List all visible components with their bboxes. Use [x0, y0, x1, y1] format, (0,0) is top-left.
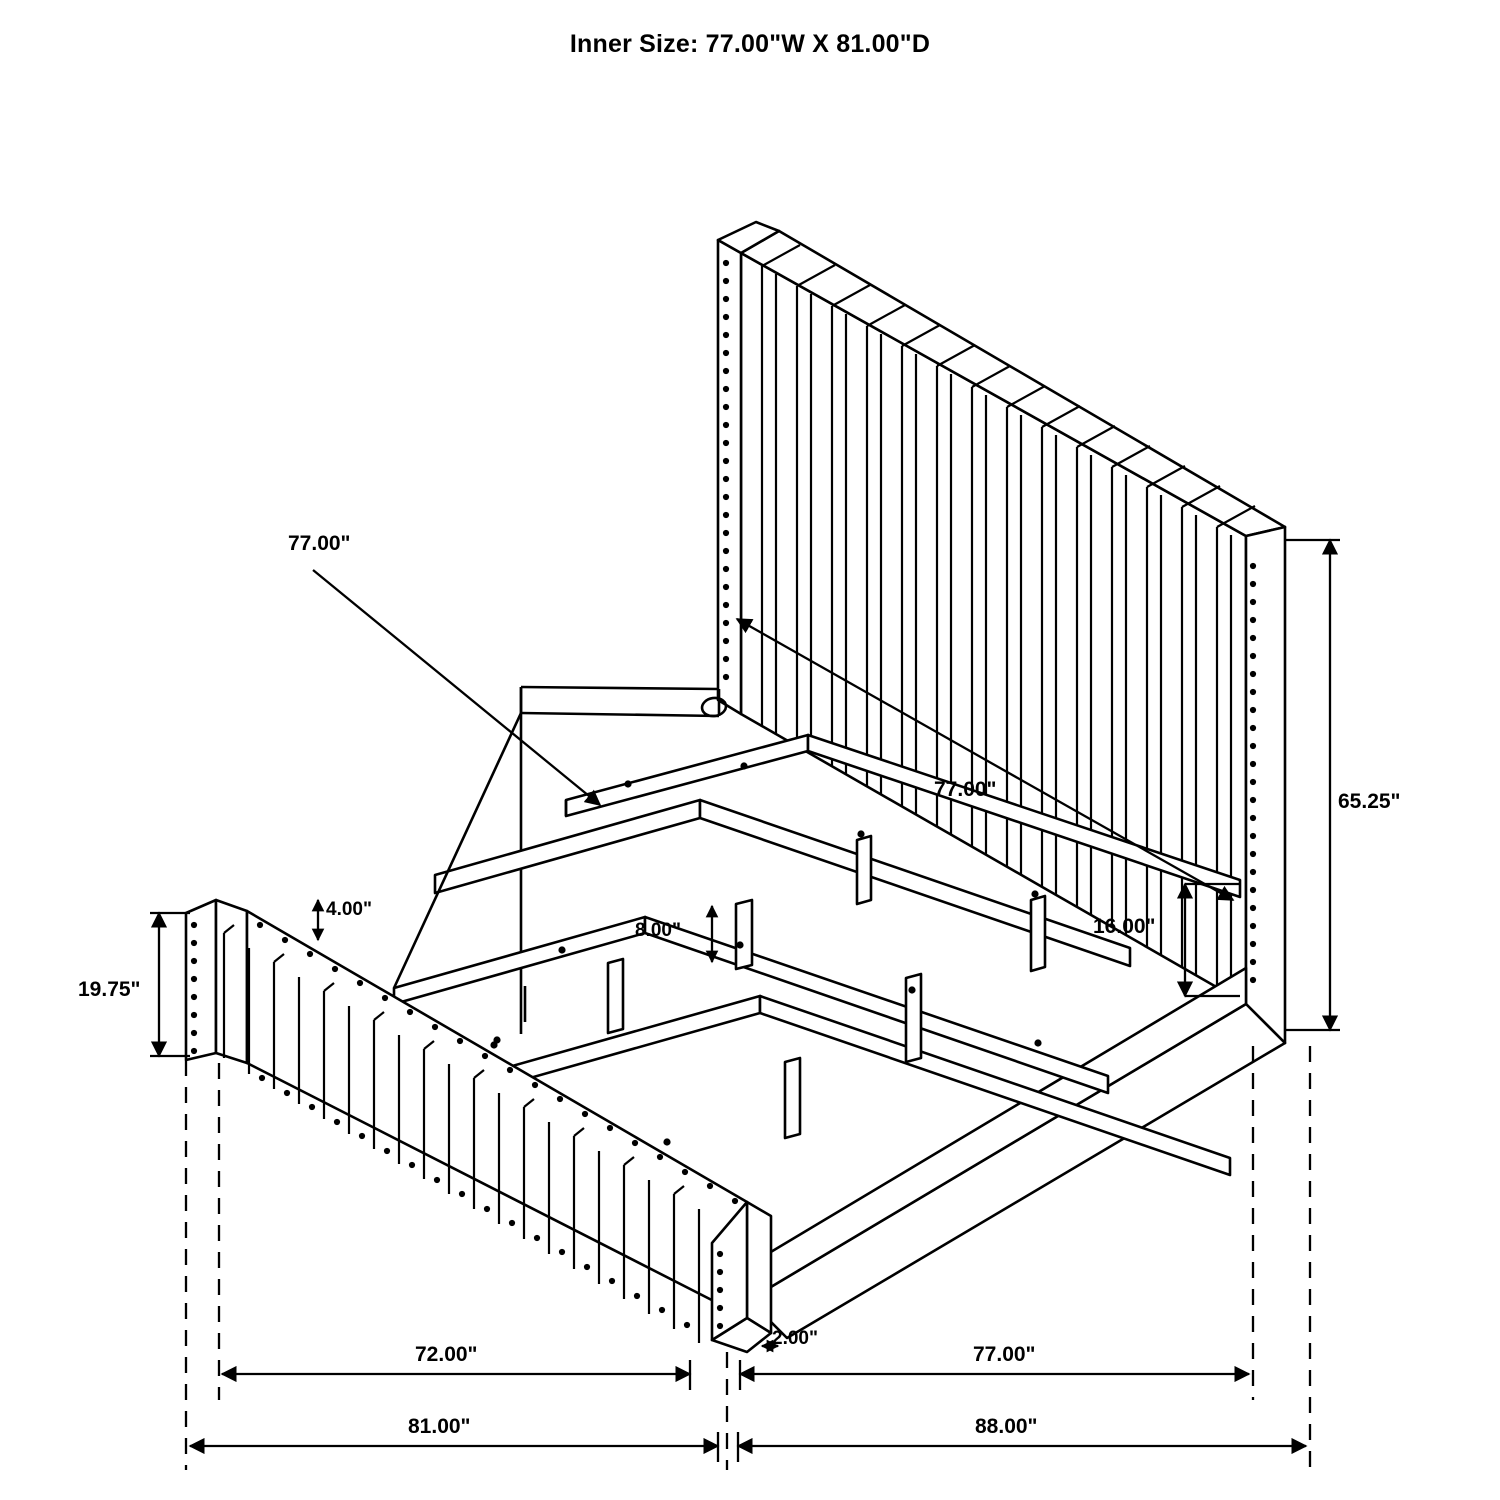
- dim-rail-callout-width: 77.00": [288, 532, 351, 555]
- dim-footboard-thickness: 2.00": [772, 1328, 818, 1349]
- dim-headboard-height: 65.25": [1338, 790, 1401, 813]
- dim-deck-to-floor: 16.00": [1093, 915, 1156, 938]
- dim-center-support-height: 8.00": [635, 920, 681, 941]
- page-title: Inner Size: 77.00"W X 81.00"D: [569, 30, 931, 58]
- dim-inner-length: 72.00": [415, 1343, 478, 1366]
- dim-slat-clearance: 4.00": [326, 899, 372, 920]
- bed-geometry: [186, 222, 1285, 1404]
- dim-overall-length-lower: 81.00": [408, 1415, 471, 1438]
- dim-overall-length-upper: 88.00": [975, 1415, 1038, 1438]
- dim-headboard-width: 77.00": [973, 1343, 1036, 1366]
- dim-headboard-inner-width: 77.00": [934, 778, 997, 801]
- dim-footboard-height: 19.75": [78, 978, 141, 1001]
